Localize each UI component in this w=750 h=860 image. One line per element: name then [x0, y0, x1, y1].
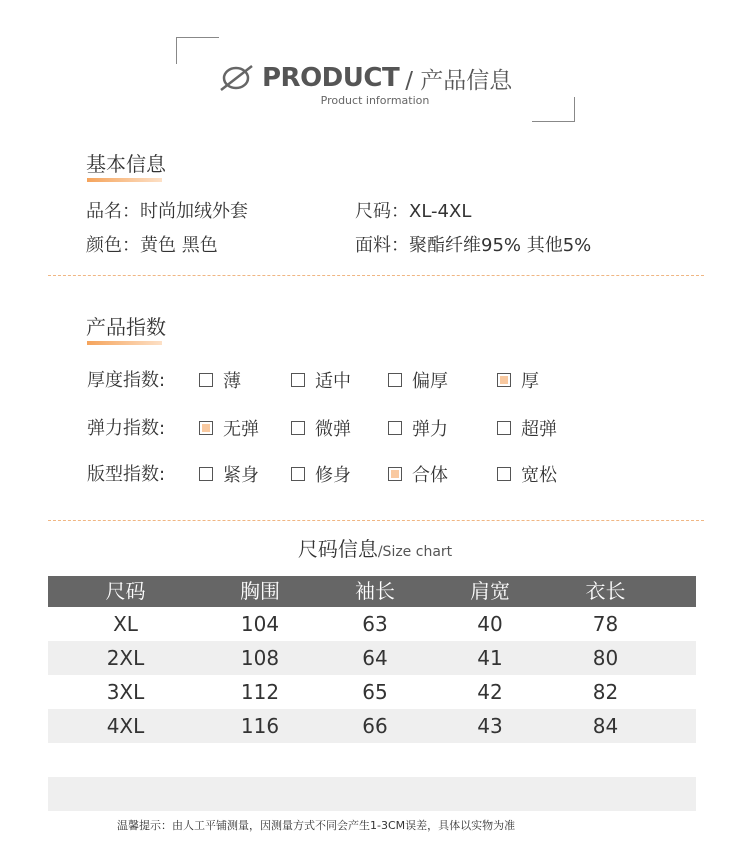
checkbox-icon — [388, 421, 402, 435]
table-header-row — [48, 576, 696, 607]
section-underline — [87, 178, 162, 182]
section-divider — [48, 520, 704, 521]
size-chart-title — [0, 533, 750, 562]
index-option — [199, 415, 259, 441]
table-row-empty — [48, 777, 696, 811]
section-title-basic-info: 基本信息 — [86, 152, 166, 176]
table-cell: 65 — [362, 680, 388, 704]
index-option-label: 适中 — [315, 371, 351, 392]
checkbox-icon — [291, 373, 305, 387]
index-option-label: 偏厚 — [412, 371, 448, 392]
index-row-label: 厚度指数: — [87, 370, 166, 391]
table-cell: 78 — [592, 612, 619, 636]
checkbox-icon — [291, 421, 305, 435]
checkbox-icon — [497, 467, 511, 481]
index-option — [388, 461, 448, 487]
product-color: 颜色：黄色 黑色 — [86, 235, 218, 256]
section-title-product-index: 产品指数 — [86, 315, 166, 339]
size-chart-title-zh: 尺码信息 — [297, 537, 378, 561]
index-option-label: 宽松 — [521, 465, 557, 486]
table-cell: 66 — [362, 714, 388, 738]
page-header — [216, 58, 512, 98]
size-chart-title-en: /Size chart — [377, 544, 453, 560]
checked-box-icon — [199, 421, 213, 435]
table-cell: 40 — [477, 612, 503, 636]
table-cell: 64 — [362, 646, 388, 670]
table-cell: 80 — [592, 646, 619, 670]
checkbox-icon — [388, 373, 402, 387]
index-option-label: 薄 — [223, 371, 241, 392]
table-cell: 116 — [240, 714, 280, 738]
section-underline — [87, 341, 162, 345]
table-row — [48, 675, 696, 709]
table-header-cell: 胸围 — [240, 579, 280, 603]
table-header-cell: 尺码 — [105, 579, 146, 603]
table-cell: 63 — [362, 612, 388, 636]
index-option-label: 合体 — [412, 465, 448, 486]
table-cell: 112 — [240, 680, 280, 704]
table-cell: 42 — [477, 680, 503, 704]
table-header-cell: 衣长 — [585, 579, 626, 603]
index-option — [497, 415, 557, 441]
table-cell: XL — [113, 612, 138, 636]
index-option-label: 修身 — [315, 465, 351, 486]
table-cell: 82 — [592, 680, 619, 704]
index-option — [291, 367, 351, 393]
index-option-label: 弹力 — [412, 419, 448, 440]
table-cell: 108 — [240, 646, 280, 670]
index-option-label: 微弹 — [315, 419, 351, 440]
checkbox-icon — [199, 467, 213, 481]
checked-box-icon — [388, 467, 402, 481]
header-title-zh: / 产品信息 — [405, 67, 513, 94]
header-subtitle: Product information — [320, 94, 430, 107]
table-cell: 84 — [592, 714, 619, 738]
section-divider — [48, 275, 704, 276]
table-header-cell: 肩宽 — [470, 579, 510, 603]
table-cell: 104 — [240, 612, 280, 636]
index-row-label: 版型指数: — [87, 464, 166, 485]
header-corner-top-left — [176, 37, 219, 64]
table-cell: 43 — [477, 714, 503, 738]
index-option — [388, 415, 448, 441]
index-option — [497, 367, 539, 393]
measurement-note: 温馨提示：由人工平铺测量，因测量方式不同会产生1-3CM误差，具体以实物为准 — [117, 819, 516, 832]
table-cell: 41 — [477, 646, 503, 670]
index-option-label: 超弹 — [521, 419, 557, 440]
index-option-label: 无弹 — [223, 419, 259, 440]
table-row — [48, 641, 696, 675]
checkbox-icon — [291, 467, 305, 481]
table-cell: 2XL — [106, 646, 145, 670]
index-option — [291, 461, 351, 487]
product-size-range: 尺码：XL-4XL — [355, 201, 472, 222]
checked-box-icon — [497, 373, 511, 387]
table-row-empty — [48, 743, 696, 777]
table-row — [48, 607, 696, 641]
header-title-en: PRODUCT — [262, 63, 400, 93]
checkbox-icon — [497, 421, 511, 435]
index-row-label: 弹力指数: — [87, 418, 166, 439]
size-table — [48, 576, 696, 811]
index-option-label: 紧身 — [223, 465, 259, 486]
empty-set-icon — [216, 63, 258, 93]
index-option — [199, 461, 259, 487]
index-option — [497, 461, 557, 487]
checkbox-icon — [199, 373, 213, 387]
index-option — [199, 367, 241, 393]
table-row — [48, 709, 696, 743]
index-option-label: 厚 — [521, 371, 539, 392]
index-option — [291, 415, 351, 441]
index-option — [388, 367, 448, 393]
product-name: 品名：时尚加绒外套 — [86, 201, 248, 222]
product-fabric: 面料：聚酯纤维95% 其他5% — [355, 235, 592, 256]
table-header-cell: 袖长 — [355, 579, 395, 603]
table-cell: 4XL — [106, 714, 145, 738]
table-cell: 3XL — [106, 680, 145, 704]
